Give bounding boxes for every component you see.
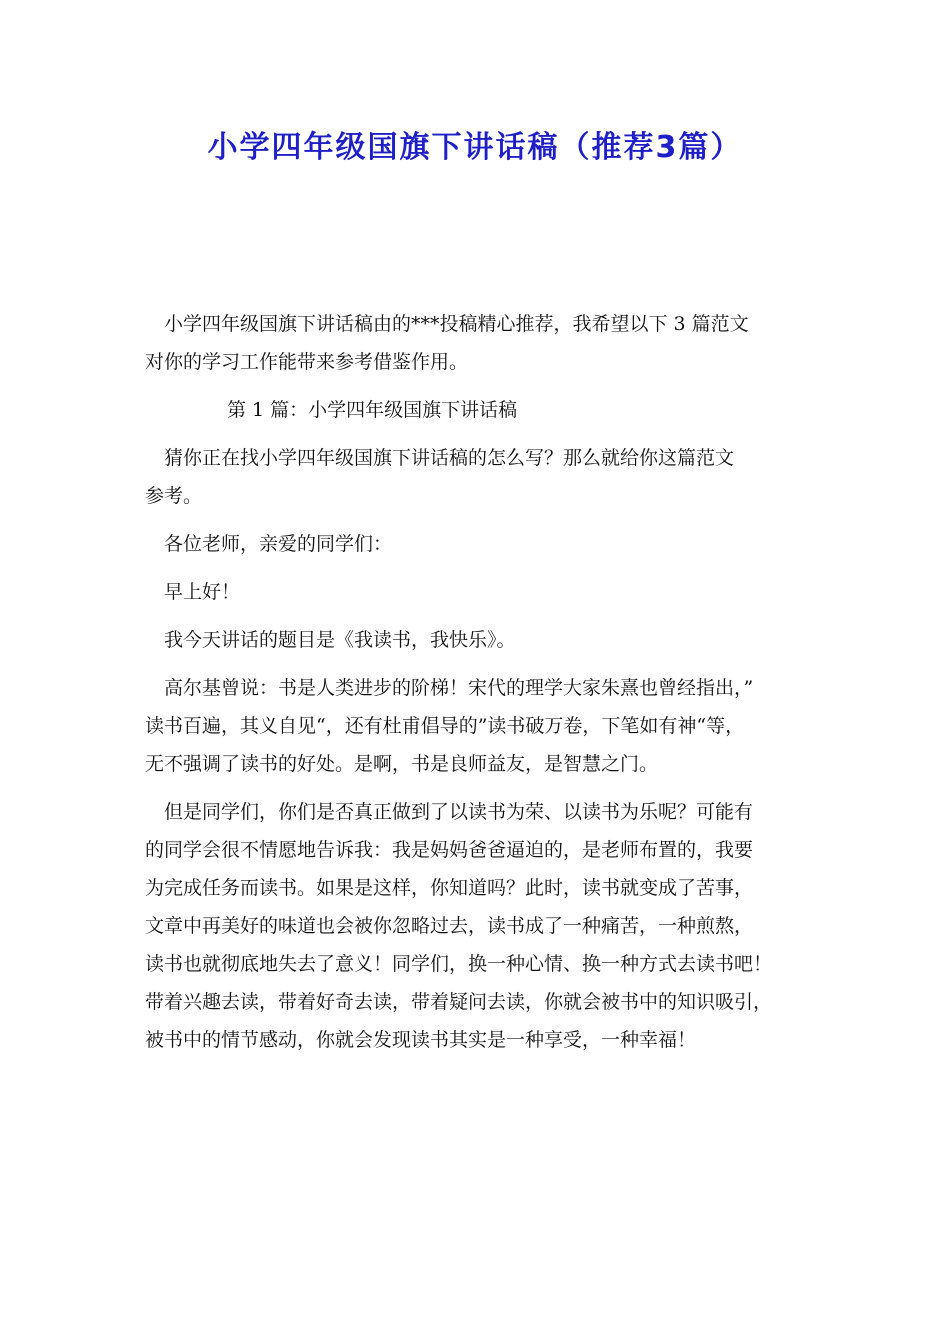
quote-line: 高尔基曾说：书是人类进步的阶梯！宋代的理学大家朱熹也曾经指出，” — [164, 677, 754, 699]
closing-line: 的同学会很不情愿地告诉我：我是妈妈爸爸逼迫的，是老师布置的，我要 — [145, 839, 754, 861]
intro-paragraph — [145, 305, 810, 381]
salutation: 各位老师，亲爱的同学们： — [164, 533, 393, 555]
prompt-line: 猜你正在找小学四年级国旗下讲话稿的怎么写？那么就给你这篇范文 — [164, 447, 735, 469]
quote-line: 无不强调了读书的好处。是啊，书是良师益友，是智慧之门。 — [145, 753, 659, 775]
intro-line: 小学四年级国旗下讲话稿由的***投稿精心推荐，我希望以下 3 篇范文 — [164, 313, 749, 335]
section-heading: 第 1 篇：小学四年级国旗下讲话稿 — [227, 399, 518, 421]
closing-line: 文章中再美好的味道也会被你忽略过去，读书成了一种痛苦，一种煎熬， — [145, 915, 754, 937]
closing-line: 读书也就彻底地失去了意义！同学们，换一种心情、换一种方式去读书吧！ — [145, 953, 773, 975]
closing-line: 被书中的情节感动，你就会发现读书其实是一种享受，一种幸福！ — [145, 1029, 697, 1051]
document-body — [145, 305, 810, 1069]
greeting: 早上好！ — [164, 581, 241, 603]
closing-line: 带着兴趣去读，带着好奇去读，带着疑问去读，你就会被书中的知识吸引， — [145, 991, 773, 1013]
intro-line: 对你的学习工作能带来参考借鉴作用。 — [145, 351, 469, 373]
document-title: 小学四年级国旗下讲话稿（推荐3篇） — [207, 130, 743, 165]
prompt-paragraph — [145, 439, 810, 515]
closing-line: 为完成任务而读书。如果是这样，你知道吗？此时，读书就变成了苦事， — [145, 877, 754, 899]
prompt-line: 参考。 — [145, 485, 203, 507]
quote-line: 读书百遍，其义自见“，还有杜甫倡导的”读书破万卷，下笔如有神“等， — [145, 715, 745, 737]
closing-paragraph — [145, 793, 810, 1059]
closing-line: 但是同学们，你们是否真正做到了以读书为荣、以读书为乐呢？可能有 — [164, 801, 754, 823]
quote-paragraph — [145, 669, 810, 783]
topic-paragraph: 我今天讲话的题目是《我读书，我快乐》。 — [164, 629, 516, 651]
